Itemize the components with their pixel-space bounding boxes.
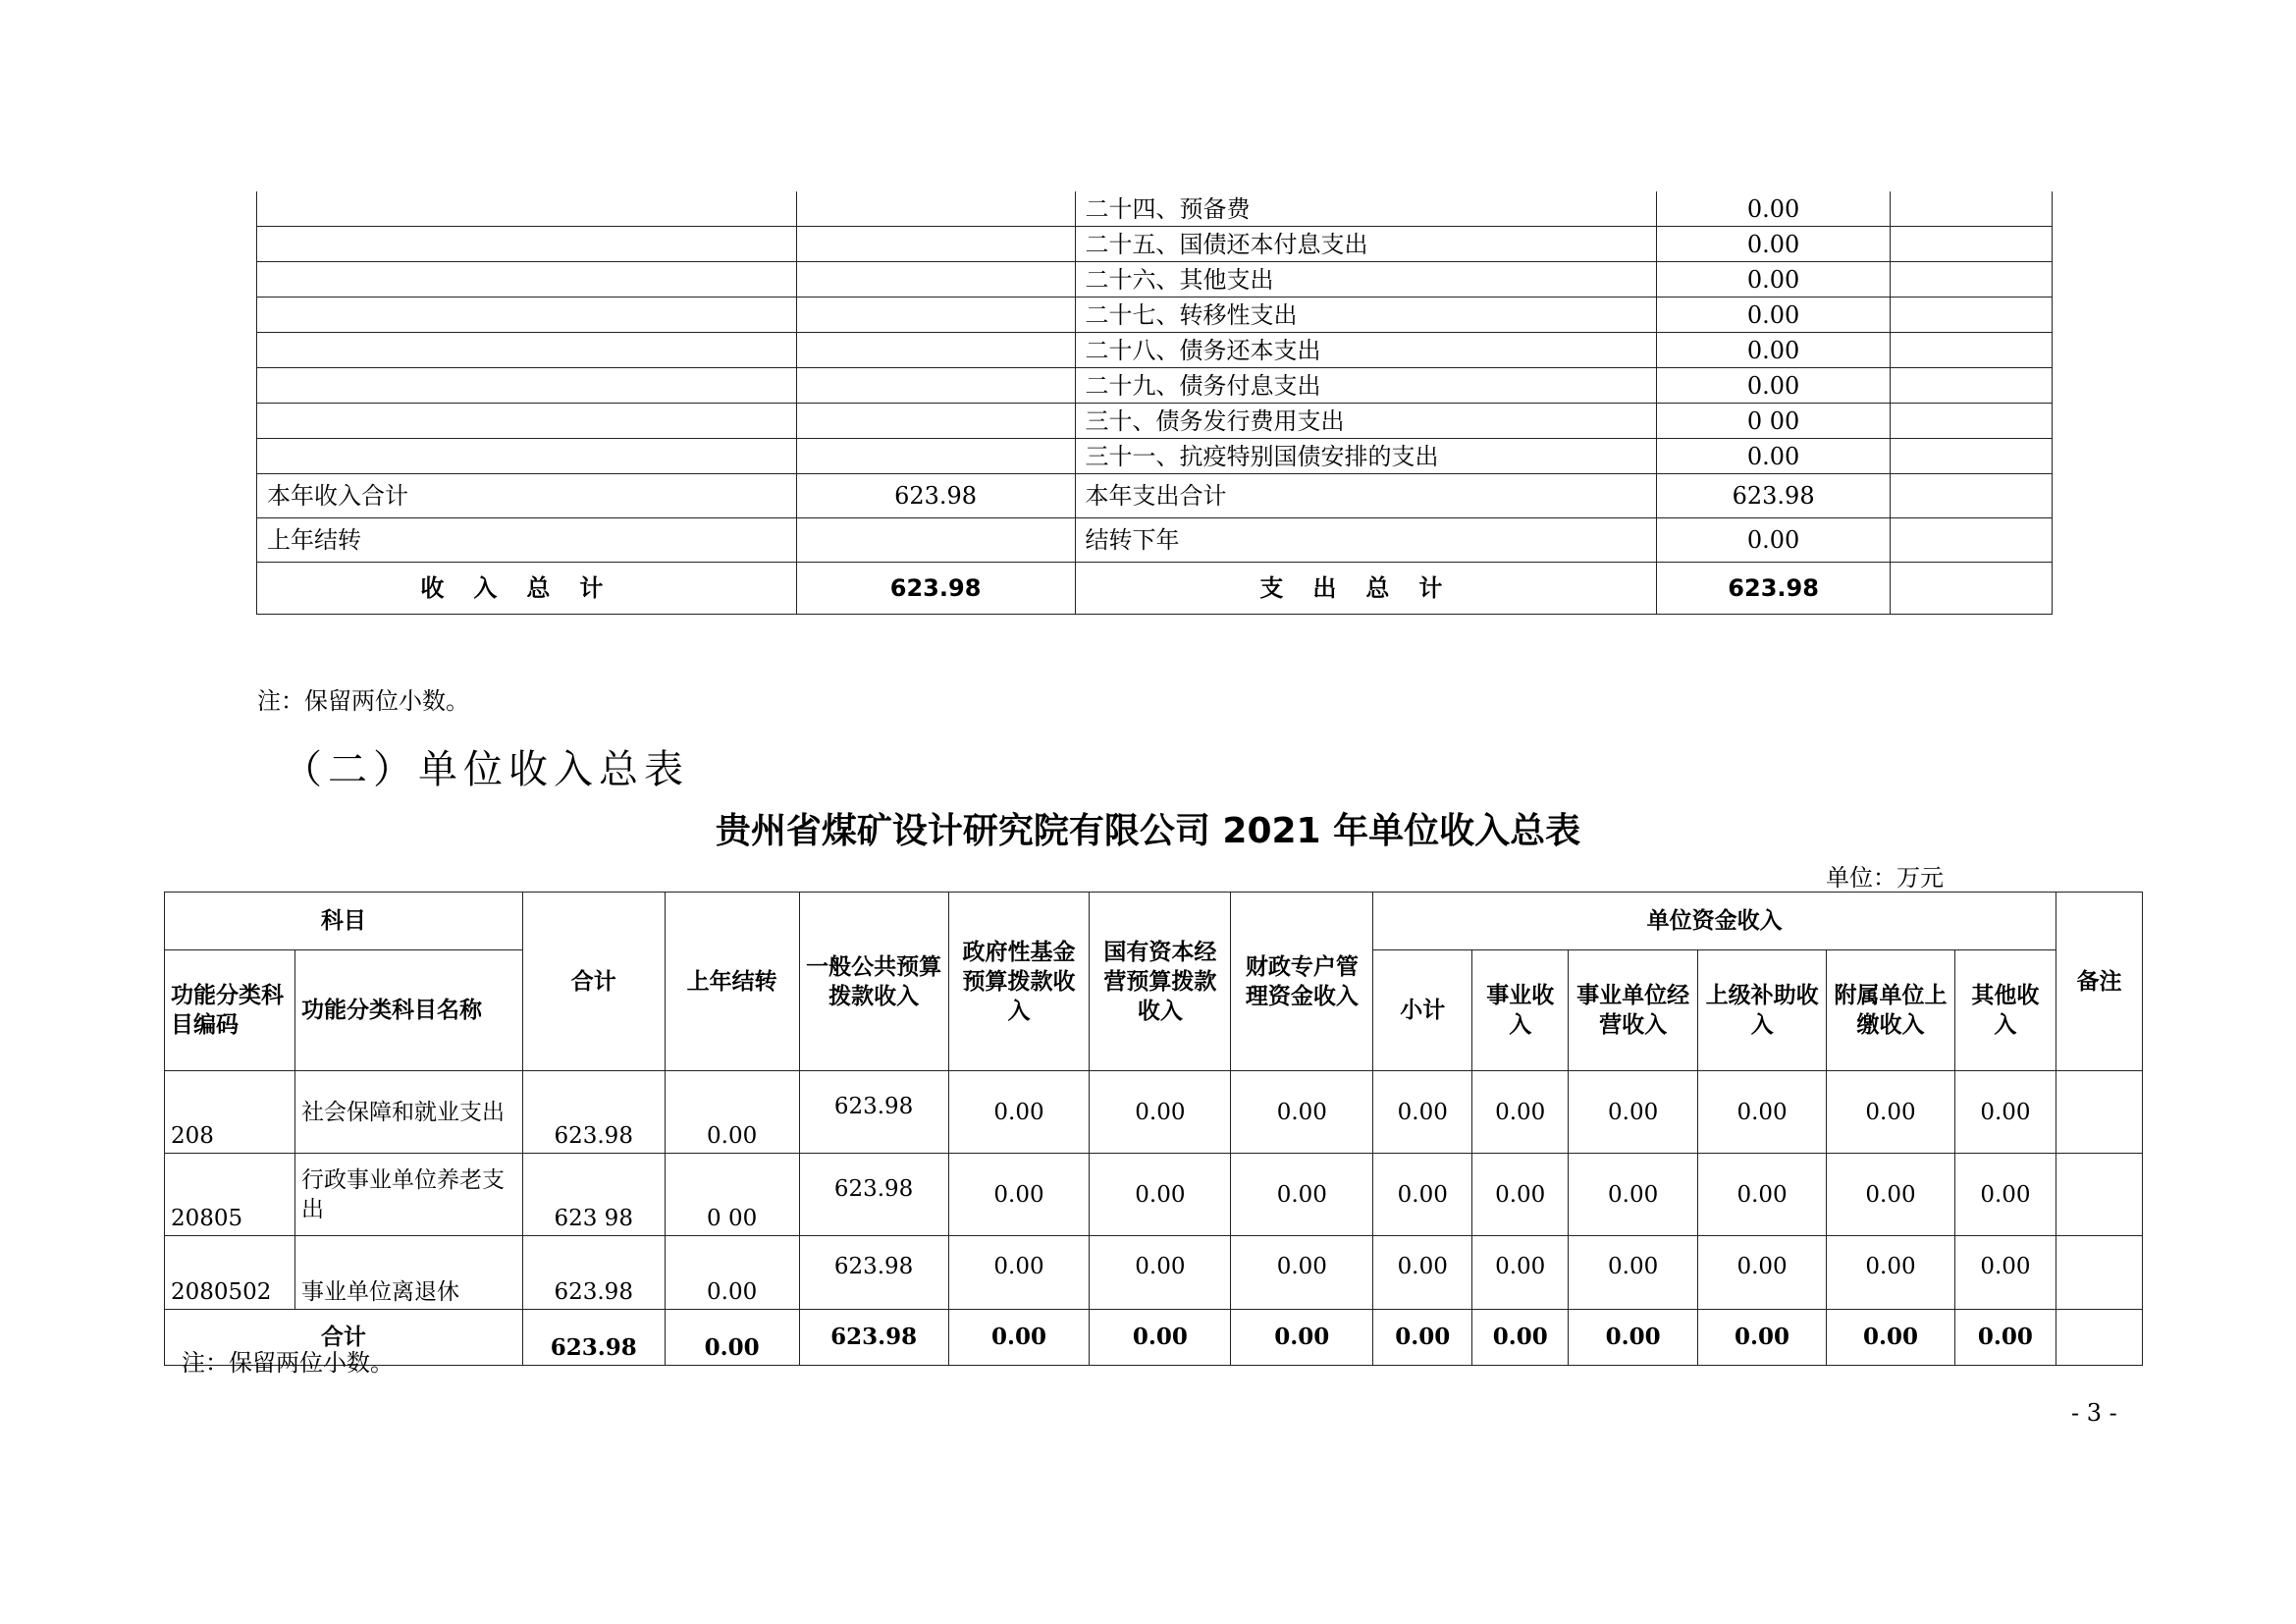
row-special: 0.00 — [1231, 1154, 1373, 1236]
row-general: 623.98 — [799, 1236, 948, 1310]
budget-summary-table-continued — [256, 191, 2053, 615]
table-row — [257, 518, 2053, 563]
table-row — [257, 368, 2053, 404]
note: 注：保留两位小数。 — [257, 687, 469, 715]
total-special: 0.00 — [1231, 1310, 1373, 1366]
row-code: 2080502 — [165, 1236, 295, 1310]
total-state-capital: 0.00 — [1090, 1310, 1231, 1366]
table-row — [165, 1154, 2143, 1236]
table-row — [257, 298, 2053, 333]
row-subsidy: 0.00 — [1698, 1236, 1827, 1310]
row-code: 20805 — [165, 1154, 295, 1236]
header-other: 其他收入 — [1954, 950, 2056, 1071]
expense-item-label: 二十六、其他支出 — [1075, 262, 1657, 298]
row-affiliated: 0.00 — [1827, 1236, 1955, 1310]
expense-item-label: 二十五、国债还本付息支出 — [1075, 227, 1657, 262]
expense-total-label: 支出总计 — [1075, 563, 1657, 615]
total-label: 合计 — [165, 1310, 523, 1366]
prior-year-carryover-label: 上年结转 — [257, 518, 797, 563]
table-row — [257, 191, 2053, 227]
header-name: 功能分类科目名称 — [294, 950, 522, 1071]
table-row — [257, 404, 2053, 439]
row-special: 0.00 — [1231, 1071, 1373, 1154]
expense-item-value: 0.00 — [1657, 227, 1891, 262]
row-subsidy: 0.00 — [1698, 1071, 1827, 1154]
expense-item-label: 二十七、转移性支出 — [1075, 298, 1657, 333]
expense-item-value: 0.00 — [1657, 191, 1891, 227]
page-number: - 3 - — [2071, 1399, 2117, 1427]
row-subtotal: 0.00 — [1373, 1236, 1472, 1310]
header-remarks: 备注 — [2056, 893, 2142, 1071]
row-name: 社会保障和就业支出 — [294, 1071, 522, 1154]
expense-item-value: 0.00 — [1657, 333, 1891, 368]
table-row — [257, 439, 2053, 474]
row-affiliated: 0.00 — [1827, 1154, 1955, 1236]
row-total: 623 98 — [522, 1154, 665, 1236]
header-general-budget: 一般公共预算拨款收入 — [799, 893, 948, 1071]
expense-item-label: 三十、债务发行费用支出 — [1075, 404, 1657, 439]
header-total: 合计 — [522, 893, 665, 1071]
row-business: 0.00 — [1472, 1071, 1569, 1154]
income-total-value: 623.98 — [796, 563, 1075, 615]
row-state-capital: 0.00 — [1090, 1236, 1231, 1310]
total-business: 0.00 — [1472, 1310, 1569, 1366]
carry-to-next-value: 0.00 — [1657, 518, 1891, 563]
header-subject: 科目 — [165, 893, 523, 950]
row-affiliated: 0.00 — [1827, 1071, 1955, 1154]
row-name: 行政事业单位养老支出 — [294, 1154, 522, 1236]
income-this-year-label: 本年收入合计 — [257, 474, 797, 518]
expense-item-value: 0.00 — [1657, 368, 1891, 404]
row-other: 0.00 — [1954, 1071, 2056, 1154]
total-carryover: 0.00 — [665, 1310, 799, 1366]
header-gov-fund: 政府性基金预算拨款收入 — [948, 893, 1090, 1071]
total-operating: 0.00 — [1569, 1310, 1698, 1366]
total-subtotal: 0.00 — [1373, 1310, 1472, 1366]
expense-item-value: 0 00 — [1657, 404, 1891, 439]
total-affiliated: 0.00 — [1827, 1310, 1955, 1366]
header-special-fund: 财政专户管理资金收入 — [1231, 893, 1373, 1071]
row-carryover: 0 00 — [665, 1154, 799, 1236]
note: 注：保留两位小数。 — [182, 1349, 394, 1377]
total-total: 623.98 — [522, 1310, 665, 1366]
row-name: 事业单位离退休 — [294, 1236, 522, 1310]
unit-income-table — [164, 892, 2143, 1366]
row-operating: 0.00 — [1569, 1071, 1698, 1154]
row-state-capital: 0.00 — [1090, 1071, 1231, 1154]
expense-item-label: 三十一、抗疫特别国债安排的支出 — [1075, 439, 1657, 474]
row-state-capital: 0.00 — [1090, 1154, 1231, 1236]
table-row — [257, 563, 2053, 615]
income-total-label: 收入总计 — [257, 563, 797, 615]
row-total: 623.98 — [522, 1236, 665, 1310]
expense-item-label: 二十九、债务付息支出 — [1075, 368, 1657, 404]
table-row — [257, 262, 2053, 298]
row-gov-fund: 0.00 — [948, 1154, 1090, 1236]
header-subtotal: 小计 — [1373, 950, 1472, 1071]
table-row — [257, 227, 2053, 262]
total-subsidy: 0.00 — [1698, 1310, 1827, 1366]
row-subsidy: 0.00 — [1698, 1154, 1827, 1236]
row-carryover: 0.00 — [665, 1071, 799, 1154]
row-business: 0.00 — [1472, 1236, 1569, 1310]
expense-item-value: 0.00 — [1657, 298, 1891, 333]
income-this-year-value: 623.98 — [796, 474, 1075, 518]
row-operating: 0.00 — [1569, 1154, 1698, 1236]
unit-label: 单位：万元 — [1826, 864, 1944, 892]
table-row — [165, 1236, 2143, 1310]
table-row — [257, 474, 2053, 518]
carry-to-next-label: 结转下年 — [1075, 518, 1657, 563]
row-total: 623.98 — [522, 1071, 665, 1154]
expense-item-value: 0.00 — [1657, 262, 1891, 298]
expense-item-label: 二十八、债务还本支出 — [1075, 333, 1657, 368]
header-state-capital: 国有资本经营预算拨款收入 — [1090, 893, 1231, 1071]
table-row — [257, 333, 2053, 368]
row-carryover: 0.00 — [665, 1236, 799, 1310]
expense-this-year-value: 623.98 — [1657, 474, 1891, 518]
row-code: 208 — [165, 1071, 295, 1154]
row-gov-fund: 0.00 — [948, 1071, 1090, 1154]
header-carryover: 上年结转 — [665, 893, 799, 1071]
row-other: 0.00 — [1954, 1236, 2056, 1310]
row-subtotal: 0.00 — [1373, 1071, 1472, 1154]
page-title: 贵州省煤矿设计研究院有限公司 2021 年单位收入总表 — [715, 811, 1581, 851]
row-special: 0.00 — [1231, 1236, 1373, 1310]
row-general: 623.98 — [799, 1071, 948, 1154]
section-heading: （二）单位收入总表 — [283, 747, 689, 792]
row-gov-fund: 0.00 — [948, 1236, 1090, 1310]
table-row — [165, 1071, 2143, 1154]
header-affiliated: 附属单位上缴收入 — [1827, 950, 1955, 1071]
expense-item-value: 0.00 — [1657, 439, 1891, 474]
expense-total-value: 623.98 — [1657, 563, 1891, 615]
row-general: 623.98 — [799, 1154, 948, 1236]
row-business: 0.00 — [1472, 1154, 1569, 1236]
total-gov-fund: 0.00 — [948, 1310, 1090, 1366]
header-operating: 事业单位经营收入 — [1569, 950, 1698, 1071]
expense-this-year-label: 本年支出合计 — [1075, 474, 1657, 518]
total-general: 623.98 — [799, 1310, 948, 1366]
row-other: 0.00 — [1954, 1154, 2056, 1236]
total-other: 0.00 — [1954, 1310, 2056, 1366]
header-unit-funds: 单位资金收入 — [1373, 893, 2056, 950]
row-subtotal: 0.00 — [1373, 1154, 1472, 1236]
row-operating: 0.00 — [1569, 1236, 1698, 1310]
expense-item-label: 二十四、预备费 — [1075, 191, 1657, 227]
header-code: 功能分类科目编码 — [165, 950, 295, 1071]
header-row — [165, 893, 2143, 950]
total-row — [165, 1310, 2143, 1366]
header-subsidy: 上级补助收入 — [1698, 950, 1827, 1071]
header-business: 事业收入 — [1472, 950, 1569, 1071]
